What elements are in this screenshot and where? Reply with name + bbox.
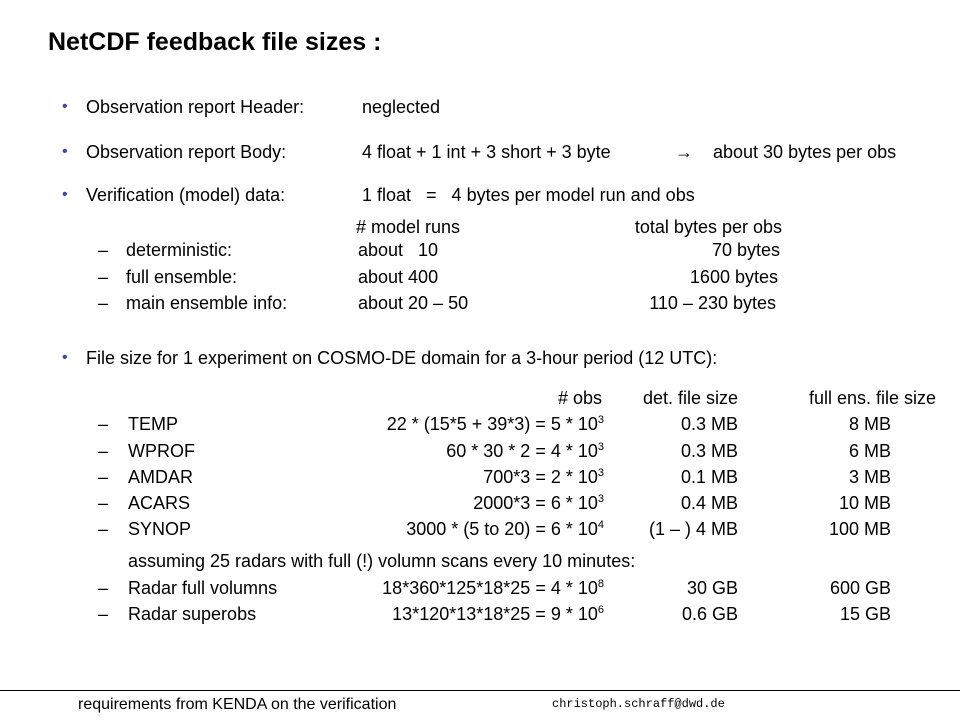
- obs-row-ens: 100 MB: [828, 519, 891, 539]
- obs-row-name: AMDAR: [128, 467, 194, 487]
- footer-email: christoph.schraff@dwd.de: [552, 697, 725, 711]
- bullet-dot: •: [62, 186, 68, 203]
- body-value: 4 float + 1 int + 3 short + 3 byte: [362, 142, 611, 162]
- col-header-obs: # obs: [557, 388, 602, 408]
- radar-row-count: $13*120*13*18*25 = 9 * 10^6$: [392, 604, 604, 624]
- model-row-bytes: 110 – 230 bytes: [649, 293, 776, 313]
- obs-row-count: $22 * (15*5 + 39*3) = 5 * 10^3$: [386, 414, 604, 434]
- model-row-runs: about 400: [358, 267, 439, 287]
- verif-label: Verification (model) data:: [86, 185, 286, 205]
- model-row-runs: about 20 – 50: [358, 293, 469, 313]
- radar-assumption-note: assuming 25 radars with full (!) volumn scans every 10 minutes:: [128, 551, 636, 571]
- verif-value: 1 float = 4 bytes per model run and obs: [362, 185, 695, 205]
- obs-row-det: 0.4 MB: [680, 493, 738, 513]
- bullet-dot: •: [62, 143, 68, 160]
- bullet-dot: •: [62, 349, 68, 366]
- model-row-bytes: 70 bytes: [711, 240, 780, 260]
- arrow-icon: →: [675, 142, 693, 162]
- model-row-bytes: 1600 bytes: [689, 267, 778, 287]
- dash: –: [98, 493, 109, 513]
- obs-row-count: $60 * 30 * 2 = 4 * 10^3$: [446, 441, 604, 461]
- dash: –: [98, 441, 109, 461]
- file-size-heading: File size for 1 experiment on COSMO-DE domain for a 3-hour period (12 UTC):: [86, 348, 718, 368]
- obs-row-name: ACARS: [128, 493, 191, 513]
- obs-row-det: 0.3 MB: [680, 414, 738, 434]
- dash: –: [98, 467, 109, 487]
- obs-row-det: 0.3 MB: [680, 441, 738, 461]
- model-row-name: deterministic:: [126, 240, 233, 260]
- dash: –: [98, 240, 109, 260]
- obs-row-ens: 6 MB: [848, 441, 891, 461]
- obs-row-ens: 8 MB: [848, 414, 891, 434]
- radar-row-ens: 600 GB: [829, 578, 891, 598]
- footer-divider: [0, 690, 960, 691]
- obs-row-name: TEMP: [128, 414, 179, 434]
- slide-title: NetCDF feedback file sizes :: [48, 28, 382, 56]
- radar-row-det: 30 GB: [686, 578, 738, 598]
- obs-row-name: WPROF: [128, 441, 195, 461]
- col-header-ens: full ens. file size: [808, 388, 936, 408]
- dash: –: [98, 414, 109, 434]
- header-value: neglected: [362, 97, 441, 117]
- radar-row-ens: 15 GB: [839, 604, 891, 624]
- obs-row-count: $700*3 = 2 * 10^3$: [483, 467, 604, 487]
- obs-row-count: 3000 * (5 to $20) = 6 * 10^4$: [406, 519, 604, 539]
- dash: –: [98, 293, 109, 313]
- col-header-det: det. file size: [642, 388, 738, 408]
- bullet-dot: •: [62, 98, 68, 115]
- obs-row-ens: 3 MB: [848, 467, 891, 487]
- dash: –: [98, 267, 109, 287]
- radar-row-name: Radar superobs: [128, 604, 257, 624]
- obs-row-ens: 10 MB: [838, 493, 891, 513]
- radar-row-count: $18*360*125*18*25 = 4 * 10^8$: [382, 578, 604, 598]
- col-header-model-runs: # model runs: [356, 217, 461, 237]
- dash: –: [98, 604, 109, 624]
- obs-row-count: $2000*3 = 6 * 10^3$: [473, 493, 604, 513]
- col-header-total-bytes: total bytes per obs: [634, 217, 782, 237]
- radar-row-name: Radar full volumns: [128, 578, 278, 598]
- model-row-name: full ensemble:: [126, 267, 238, 287]
- dash: –: [98, 519, 109, 539]
- radar-row-det: 0.6 GB: [681, 604, 738, 624]
- model-row-runs: about 10: [358, 240, 439, 260]
- dash: –: [98, 578, 109, 598]
- obs-row-name: SYNOP: [128, 519, 192, 539]
- obs-row-det: 0.1 MB: [680, 467, 738, 487]
- obs-row-det: (1 – ) 4 MB: [648, 519, 738, 539]
- footer-caption: requirements from KENDA on the verification: [78, 696, 397, 713]
- model-row-name: main ensemble info:: [126, 293, 288, 313]
- body-result: about 30 bytes per obs: [713, 142, 897, 162]
- header-label: Observation report Header:: [86, 97, 305, 117]
- body-label: Observation report Body:: [86, 142, 287, 162]
